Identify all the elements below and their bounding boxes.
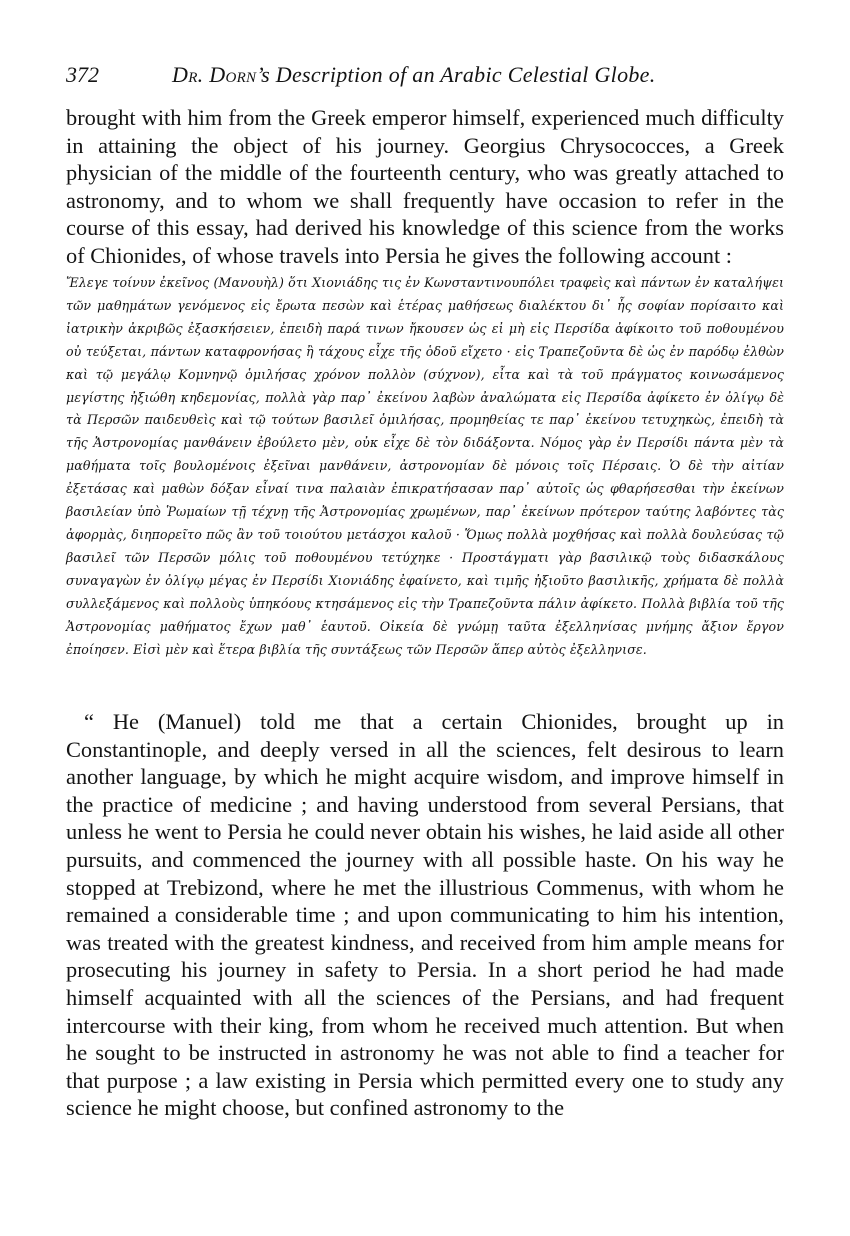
running-title-rest: ’s Description of an Arabic Celestial Globe.	[256, 62, 656, 87]
body-paragraph-2: “ He (Manuel) told me that a certain Chionides, brought up in Constantinople, and deeply versed in all the sciences, felt desirous to learn another language, by which he might acquire wisdom, and improve himself in the practice of medicine ; and having understood from several Persians, that unless he went to Persia he could never obtain his wishes, he laid aside all other pursuits, and commenced the journey with all possible haste. On his way he stopped at Trebizond, where he met the illustrious Commenus, with whom he remained a considerable time ; and upon communicating to him his intention, was treated with the greatest kindness, and received from him ample means for prosecuting his journey in safety to Persia. In a short period he had made himself acquainted with all the sciences of the Persians, and had frequent intercourse with their king, from whom he received much attention. But when he sought to be instructed in astronomy he was not able to find a teacher for that purpose ; a law existing in Persia which permitted every one to study any science he might choose, but confined astronomy to the	[66, 709, 784, 1121]
greek-quotation: Ἔλεγε τοίνυν ἐκεῖνος (Μανουὴλ) ὅτι Χιονιάδης τις ἐν Κωνσταντινουπόλει τραφεὶς καὶ πάντων ἐν καταλήψει τῶν μαθημάτων γενόμενος εἰς ἔρωτα πεσὼν καὶ ἑτέρας μαθήσεως διαλέκτου δι᾽ ἧς σοφίαν πορίσαιτο καὶ ἰατρικὴν ἀκριβῶς ἐξασκήσειεν, ἐπειδὴ παρά τινων ἤκουσεν ὡς εἰ μὴ εἰς Περσίδα ἀφίκοιτο τοῦ ποθουμένου οὐ τεύξεται, πάντων καταφρονήσας ἢ τάχους εἶχε τῆς ὁδοῦ εἴχετο · εἰς Τραπεζοῦντα δὲ ὡς ἐν παρόδῳ ἐλθὼν καὶ τῷ μεγάλῳ Κομνηνῷ ὁμιλήσας χρόνον πολλὸν (σύχνον), εἶτα καὶ τὰ τοῦ πράγματος κοινωσάμενος μεγίστης ἠξιώθη κηδεμονίας, πολλὰ γὰρ παρ᾽ ἐκείνου λαβὼν ἀναλώματα εἰς Περσίδα ἀφίκετο ἐν ὀλίγῳ δὲ τὰ Περσῶν παιδευθεὶς καὶ τῷ τούτων βασιλεῖ ὁμιλήσας, προμηθείας τε παρ᾽ ἐκείνου τετυχηκὼς, ἐπειδὴ τὰ τῆς Ἀστρονομίας μανθάνειν ἐβούλετο μὲν, οὐκ εἶχε δὲ τὸν διδάξοντα. Νόμος γὰρ ἐν Περσίδι πάντα μὲν τὰ μαθήματα τοῖς βουλομένοις ἐξεῖναι μανθάνειν, ἀστρονομίαν δὲ μόνοις τοῖς Πέρσαις. Ὁ δὲ τὴν αἰτίαν ἐξετάσας καὶ μαθὼν δόξαν εἶναί τινα παλαιὰν ἐπικρατήσασαν παρ᾽ αὐτοῖς ὡς φθαρήσεσθαι τὴν ἐκείνων βασιλείαν ὑπὸ Ῥωμαίων τῇ τέχνῃ τῆς Ἀστρονομίας χρωμένων, παρ᾽ ἐκείνων πρότερον ταύτης λαβόντες τὰς ἀφορμὰς, διηπορεῖτο πῶς ἂν τοῦ τοιούτου μετάσχοι καλοῦ · Ὅμως πολλὰ μοχθήσας καὶ πολλὰ δουλεύσας τῷ βασιλεῖ τῶν Περσῶν μόλις τοῦ ποθουμένου τετύχηκε · Προστάγματι γὰρ βασιλικῷ τοὺς διδασκάλους συναγαγὼν ἐν ὀλίγῳ μέγας ἐν Περσίδι Χιονιάδης ἐφαίνετο, καὶ τιμῆς ἠξιοῦτο βασιλικῆς, χρήματα δὲ πολλὰ συλλεξάμενος καὶ πολλοὺς ὑπηκόους κτησάμενος εἰς τὴν Τραπεζοῦντα πάλιν ἀφίκετο. Πολλὰ βιβλία τοῦ τῆς Ἀστρονομίας μαθήματος ἔχων μαθ᾽ ἑαυτοῦ. Οἰκεία δὲ γνώμῃ ταῦτα ἐξελληνίσας μνήμης ἄξιον ἔργον ἐποίησεν. Εἰσὶ μὲν καὶ ἕτερα βιβλία τῆς συντάξεως τῶν Περσῶν ἅπερ αὐτὸς ἐξελληνισε.	[66, 275, 784, 657]
running-head	[66, 62, 784, 92]
running-title	[172, 62, 656, 88]
page-number: 372	[66, 62, 99, 87]
body-paragraph-1: brought with him from the Greek emperor himself, experienced much difficulty in attaining the object of his journey. Georgius Chrysococces, a Greek physician of the middle of the fourteenth century, who was greatly attached to astronomy, and to whom we shall frequently have occasion to refer in the course of this essay, had derived his knowledge of this science from the works of Chionides, of whose travels into Persia he gives the following account :	[66, 105, 784, 268]
running-title-author: Dr. Dorn	[172, 62, 257, 87]
